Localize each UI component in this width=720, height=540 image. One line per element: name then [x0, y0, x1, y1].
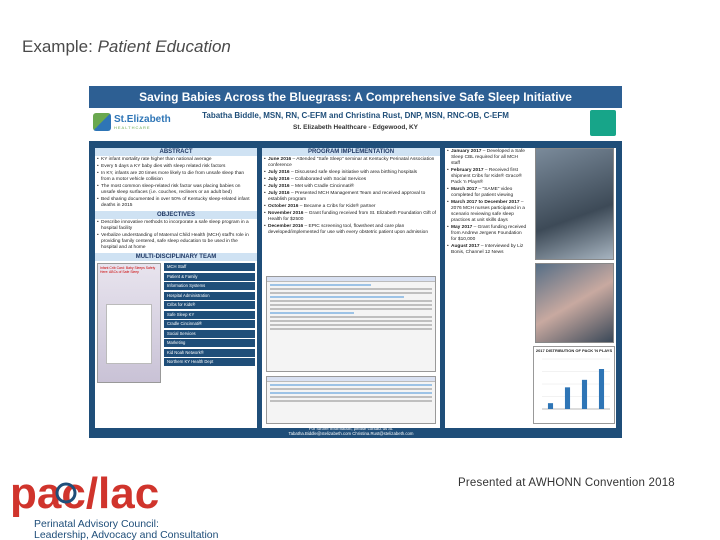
timeline-item-text: – "SAME" video completed for patient viewing	[451, 187, 514, 198]
implementation-item-text: – EPIC screening tool, flowsheet and care plan developed/implemented for use with every obstetric patient upon admission	[268, 224, 428, 235]
chart-title: 2017 DISTRIBUTION OF PACK 'N PLAYS	[535, 348, 613, 353]
implementation-item-text: – Discussed safe sleep initiative with area birthing hospitals	[289, 170, 418, 175]
abstract-heading: ABSTRACT	[95, 148, 257, 156]
implementation-item	[262, 210, 440, 223]
implementation-item-text: – Attended "Safe Sleep" seminar at Kentucky Perinatal Association conference	[268, 157, 435, 168]
abstract-item: • The most common sleep-related risk factor was placing babies on unsafe sleep surfaces (i.e. couches, recliners or an adult bed)	[95, 183, 257, 196]
pac-lac-wordmark: pac/lac	[10, 469, 160, 518]
team-member: Social Services	[164, 330, 255, 338]
team-list	[164, 263, 255, 383]
timeline-item	[445, 199, 531, 224]
crib-image	[106, 304, 152, 364]
timeline-item-date: February 2017	[451, 168, 484, 173]
team-member: MCH Staff	[164, 263, 255, 271]
team-member: Kid Noah Network®	[164, 349, 255, 357]
chart-bar	[565, 387, 570, 409]
implementation-item-text: – Presented MCH Management Team and received approval to establish program	[268, 191, 426, 202]
timeline-item-text: – Grant funding received from Andrew Jergens Foundation for $10,000	[451, 225, 527, 242]
team-member: Patient & Family	[164, 273, 255, 281]
timeline-item	[445, 243, 531, 256]
timeline-item-date: March 2017 to December 2017	[451, 200, 520, 205]
implementation-item-date: July 2016	[268, 170, 290, 175]
slide-title: Example: Patient Education	[22, 37, 231, 56]
poster-authors: Tabatha Biddle, MSN, RN, C-EFM and Christina Rust, DNP, MSN, RNC-OB, C-EFM	[202, 111, 509, 120]
timeline-item-date: August 2017	[451, 244, 480, 249]
implementation-item-date: July 2016	[268, 191, 290, 196]
implementation-item-text: – Collaborated with Social Services	[289, 177, 367, 182]
epic-screenshot-1	[266, 276, 436, 372]
timeline-item-text: – Developed a Safe Sleep CBL required for all MCH staff	[451, 149, 525, 166]
implementation-item-date: October 2016	[268, 204, 299, 209]
abstract-list	[95, 156, 257, 209]
abstract-item: • KY infant mortality rate higher than national average	[95, 156, 257, 163]
implementation-item	[262, 176, 440, 183]
implementation-item-text: – Grant funding received from St. Elizabeth Foundation Gift of Health for $2500	[268, 211, 436, 222]
timeline-item-date: January 2017	[451, 149, 482, 154]
pac-lac-logo	[8, 466, 218, 538]
org-name-line1: Perinatal Advisory Council:	[34, 518, 159, 530]
team-section	[95, 261, 257, 385]
st-elizabeth-logo: St.Elizabeth HEALTHCARE	[93, 111, 179, 133]
poster-column-middle	[262, 148, 440, 428]
team-member: Information Systems	[164, 282, 255, 290]
timeline-item	[445, 224, 531, 243]
implementation-item-date: November 2016	[268, 211, 304, 216]
poster-title: Saving Babies Across the Bluegrass: A Comprehensive Safe Sleep Initiative	[89, 86, 622, 108]
objectives-list	[95, 219, 257, 251]
chart-bar	[599, 369, 604, 409]
pac-lac-logo-mark	[8, 466, 218, 518]
timeline-item-text: – Received first shipment Cribs for Kids® Graco® Pack 'n Plays®	[451, 168, 523, 185]
poster-column-right	[445, 148, 616, 428]
poster	[89, 86, 622, 438]
pack-n-play-chart	[533, 346, 615, 424]
implementation-item-date: June 2016	[268, 157, 292, 162]
implementation-item	[262, 169, 440, 176]
team-member: Northern KY Health Dept	[164, 358, 255, 366]
timeline-item-date: May 2017	[451, 225, 473, 230]
abstract-item: • In KY, infants are 20 times more likely to die from unsafe sleep than from a motor vehicle collision	[95, 170, 257, 183]
implementation-item-text: – Met with Cradle Cincinnati®	[289, 184, 355, 189]
objectives-heading: OBJECTIVES	[95, 211, 257, 219]
timeline-list	[445, 148, 531, 256]
news-interview-photo	[535, 263, 614, 343]
timeline-item	[445, 167, 531, 186]
objective-item: • Describe innovative methods to incorporate a safe sleep program in a hospital facility	[95, 219, 257, 232]
chart-plot	[534, 353, 614, 421]
poster-header	[89, 86, 622, 144]
implementation-item	[262, 190, 440, 203]
timeline-item	[445, 186, 531, 199]
team-member: Safe Sleep KY	[164, 311, 255, 319]
partner-logo	[590, 110, 616, 136]
team-member: Marketing	[164, 339, 255, 347]
objective-item: • Verbalize understanding of Maternal Child Health (MCH) staff's role in providing family centered, safe sleep education to be used in the hospital and at home	[95, 232, 257, 251]
implementation-item-date: July 2016	[268, 177, 290, 182]
implementation-item-text: – Became a Cribs for Kids® partner	[298, 204, 376, 209]
abstract-item: • Bed sharing documented in over 50% of Kentucky sleep-related infant deaths in 2015	[95, 196, 257, 209]
timeline-item	[445, 148, 531, 167]
implementation-item	[262, 156, 440, 169]
implementation-item-date: December 2016	[268, 224, 304, 229]
team-member: Cradle Cincinnati®	[164, 320, 255, 328]
implementation-item-date: July 2016	[268, 184, 290, 189]
chart-bar	[582, 380, 587, 409]
team-member: Cribs for Kids®	[164, 301, 255, 309]
poster-affiliation: St. Elizabeth Healthcare - Edgewood, KY	[293, 124, 418, 131]
implementation-list	[262, 156, 440, 236]
implementation-item	[262, 203, 440, 210]
chart-bar	[548, 403, 553, 409]
timeline-item-text: – Interviewed by Liz Bonis, Channel 12 News	[451, 244, 524, 255]
implementation-heading: PROGRAM IMPLEMENTATION	[262, 148, 440, 156]
org-name-line2: Leadership, Advocacy and Consultation	[34, 529, 219, 540]
abstract-item: • Every 5 days a KY baby dies with sleep related risk factors	[95, 163, 257, 170]
team-heading: MULTI-DISCIPLINARY TEAM	[95, 253, 257, 261]
epic-screenshot-2	[266, 376, 436, 424]
crib-card-photo: Infant Crib Card: Baby Sleeps Safely Here: ABCs of Safe Sleep	[97, 263, 161, 383]
timeline-item-text: – 2076 MCH nurses participated in a scenario reviewing safe sleep practices at unit skills days	[451, 200, 525, 223]
team-member: Hospital Administration	[164, 292, 255, 300]
implementation-item	[262, 183, 440, 190]
timeline-item-date: March 2017	[451, 187, 478, 192]
nurse-crib-photo	[535, 148, 614, 260]
poster-column-left	[95, 148, 257, 428]
contact-info: For further information, please contact us at: Tabatha.Biddle@stelizabeth.com Christina.Rust@stelizabeth.com	[288, 426, 414, 436]
implementation-item	[262, 223, 440, 236]
convention-credit: Presented at AWHONN Convention 2018	[458, 477, 675, 489]
